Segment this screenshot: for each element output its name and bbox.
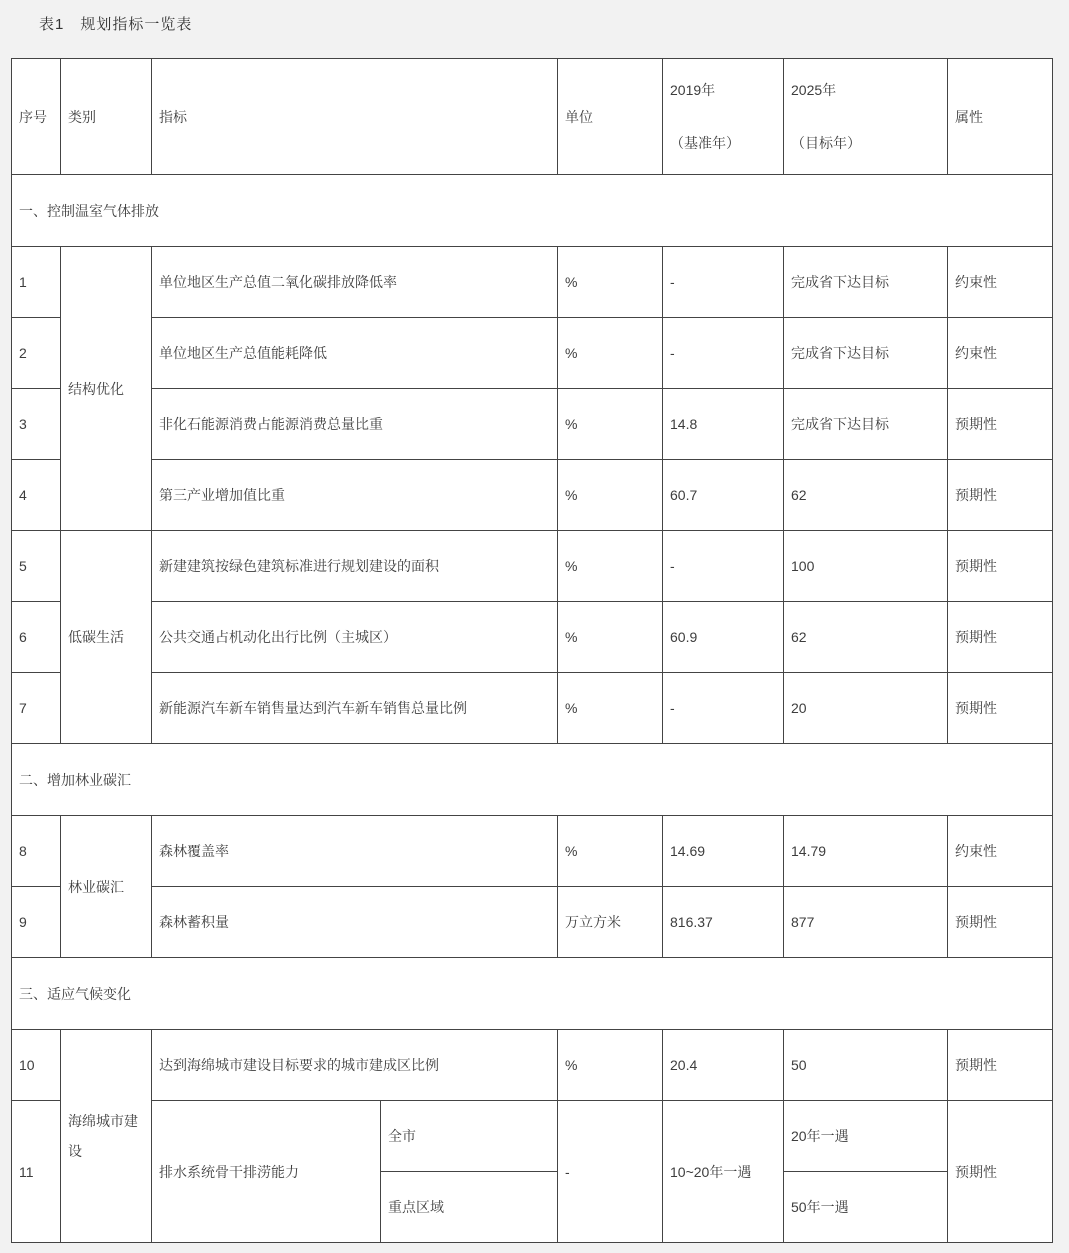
cell-attribute: 预期性: [948, 1030, 1053, 1101]
table-row: [12, 1030, 1053, 1101]
cell-indicator: 第三产业增加值比重: [152, 460, 558, 531]
cell-target-value: 877: [784, 887, 948, 958]
section-title: 二、增加林业碳汇: [12, 744, 1053, 816]
cell-seq: 2: [12, 318, 61, 389]
cell-attribute: 预期性: [948, 460, 1053, 531]
header-base-year-line1: 2019年: [670, 82, 716, 98]
cell-indicator: 单位地区生产总值二氧化碳排放降低率: [152, 247, 558, 318]
section-row: [12, 958, 1053, 1030]
cell-indicator: 排水系统骨干排涝能力: [152, 1101, 381, 1243]
cell-unit: %: [558, 318, 663, 389]
cell-unit: %: [558, 673, 663, 744]
cell-unit: %: [558, 602, 663, 673]
table-row: [12, 1101, 1053, 1172]
cell-attribute: 预期性: [948, 673, 1053, 744]
cell-indicator: 森林覆盖率: [152, 816, 558, 887]
cell-target-value: 100: [784, 531, 948, 602]
cell-seq: 6: [12, 602, 61, 673]
cell-target-value: 14.79: [784, 816, 948, 887]
cell-base-value: -: [663, 247, 784, 318]
table-row: [12, 247, 1053, 318]
cell-unit: %: [558, 389, 663, 460]
cell-unit: %: [558, 1030, 663, 1101]
cell-attribute: 约束性: [948, 318, 1053, 389]
cell-base-value: 816.37: [663, 887, 784, 958]
cell-category: 海绵城市建设: [61, 1030, 152, 1243]
cell-indicator: 新建建筑按绿色建筑标准进行规划建设的面积: [152, 531, 558, 602]
cell-attribute: 预期性: [948, 1101, 1053, 1243]
cell-seq: 1: [12, 247, 61, 318]
cell-base-value: 60.9: [663, 602, 784, 673]
cell-base-value: 14.8: [663, 389, 784, 460]
table-row: [12, 816, 1053, 887]
cell-base-value: 60.7: [663, 460, 784, 531]
cell-unit: %: [558, 460, 663, 531]
section-row: [12, 744, 1053, 816]
cell-attribute: 约束性: [948, 247, 1053, 318]
header-base-year: [663, 59, 784, 175]
section-row: [12, 175, 1053, 247]
cell-seq: 5: [12, 531, 61, 602]
cell-indicator: 公共交通占机动化出行比例（主城区）: [152, 602, 558, 673]
cell-target-value: 20年一遇: [784, 1101, 948, 1172]
table-row: [12, 531, 1053, 602]
cell-target-value: 62: [784, 460, 948, 531]
table-row: [12, 389, 1053, 460]
planning-indicators-table: [11, 58, 1053, 1243]
header-target-year-line2: （目标年）: [791, 135, 861, 151]
cell-target-value: 完成省下达目标: [784, 318, 948, 389]
header-base-year-line2: （基准年）: [670, 135, 740, 151]
cell-category: 结构优化: [61, 247, 152, 531]
cell-seq: 11: [12, 1101, 61, 1243]
cell-target-value: 50年一遇: [784, 1172, 948, 1243]
table-caption: 表1 规划指标一览表: [39, 16, 193, 33]
cell-category: 低碳生活: [61, 531, 152, 744]
table-row: [12, 602, 1053, 673]
cell-attribute: 预期性: [948, 602, 1053, 673]
cell-base-value: -: [663, 673, 784, 744]
cell-unit: %: [558, 247, 663, 318]
cell-unit: -: [558, 1101, 663, 1243]
cell-indicator: 单位地区生产总值能耗降低: [152, 318, 558, 389]
section-title: 三、适应气候变化: [12, 958, 1053, 1030]
cell-seq: 4: [12, 460, 61, 531]
cell-indicator-scope: 重点区域: [381, 1172, 558, 1243]
cell-base-value: 20.4: [663, 1030, 784, 1101]
cell-unit: 万立方米: [558, 887, 663, 958]
cell-seq: 7: [12, 673, 61, 744]
cell-target-value: 完成省下达目标: [784, 247, 948, 318]
cell-base-value: 14.69: [663, 816, 784, 887]
header-indicator: 指标: [152, 59, 558, 175]
cell-seq: 9: [12, 887, 61, 958]
cell-indicator-scope: 全市: [381, 1101, 558, 1172]
header-target-year-line1: 2025年: [791, 82, 837, 98]
cell-unit: %: [558, 816, 663, 887]
cell-attribute: 预期性: [948, 389, 1053, 460]
cell-target-value: 50: [784, 1030, 948, 1101]
table-row: [12, 673, 1053, 744]
cell-seq: 10: [12, 1030, 61, 1101]
header-category: 类别: [61, 59, 152, 175]
table-row: [12, 887, 1053, 958]
section-title: 一、控制温室气体排放: [12, 175, 1053, 247]
cell-indicator: 森林蓄积量: [152, 887, 558, 958]
cell-attribute: 预期性: [948, 531, 1053, 602]
cell-target-value: 完成省下达目标: [784, 389, 948, 460]
table-header-row: [12, 59, 1053, 175]
cell-category: 林业碳汇: [61, 816, 152, 958]
cell-indicator: 非化石能源消费占能源消费总量比重: [152, 389, 558, 460]
header-attribute: 属性: [948, 59, 1053, 175]
cell-target-value: 62: [784, 602, 948, 673]
table-row: [12, 318, 1053, 389]
cell-base-value: -: [663, 531, 784, 602]
cell-indicator: 达到海绵城市建设目标要求的城市建成区比例: [152, 1030, 558, 1101]
cell-attribute: 预期性: [948, 887, 1053, 958]
cell-base-value: -: [663, 318, 784, 389]
cell-target-value: 20: [784, 673, 948, 744]
cell-unit: %: [558, 531, 663, 602]
table-row: [12, 460, 1053, 531]
header-seq: 序号: [12, 59, 61, 175]
cell-attribute: 约束性: [948, 816, 1053, 887]
header-target-year: [784, 59, 948, 175]
cell-indicator: 新能源汽车新车销售量达到汽车新车销售总量比例: [152, 673, 558, 744]
cell-seq: 8: [12, 816, 61, 887]
cell-base-value: 10~20年一遇: [663, 1101, 784, 1243]
cell-seq: 3: [12, 389, 61, 460]
header-unit: 单位: [558, 59, 663, 175]
